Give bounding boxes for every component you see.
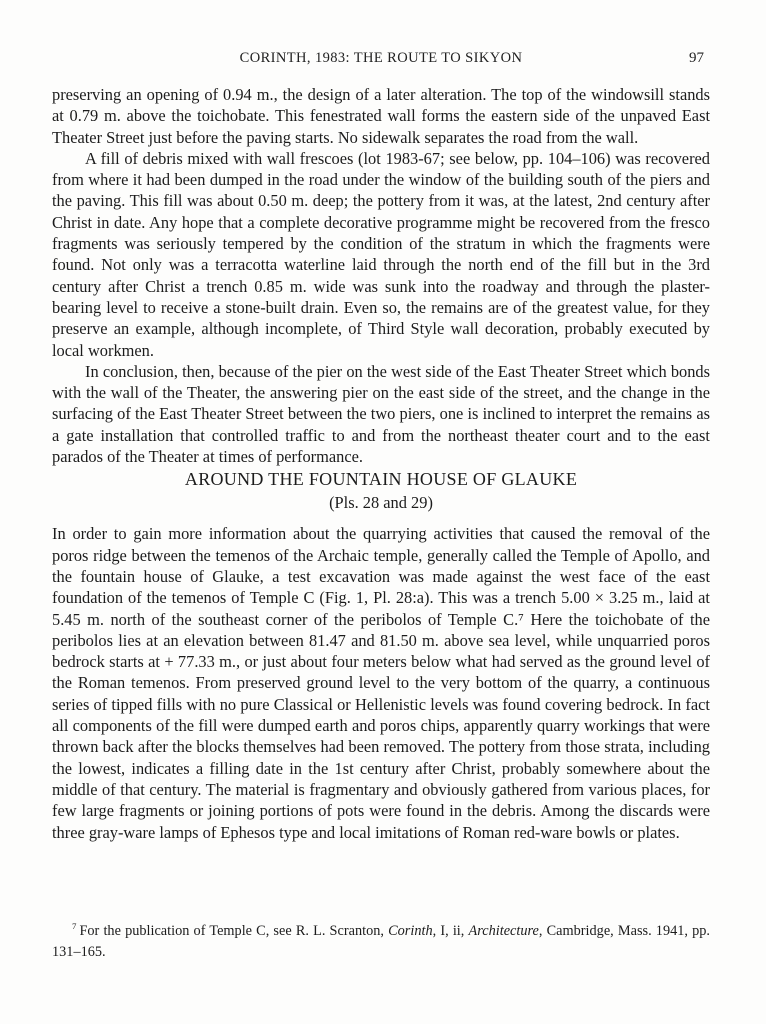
footnote-segment: , Cambridge, Mass. 1941, pp. 131–165. bbox=[52, 923, 710, 960]
footnote-segment: For the publication of Temple C, see R. L. Scranton, bbox=[79, 923, 389, 939]
section-head bbox=[52, 467, 710, 514]
footnote-segment-italic: Architecture bbox=[468, 923, 539, 939]
section-paragraph: In order to gain more information about the quarrying activities that caused the removal of the poros ridge between the temenos of the Archaic temple, generally called the Temple of Apollo, and the fountain house of Glauke, a test excavation was made against the west face of the east foundation of the temenos of Temple C (Fig. 1, Pl. 28:a). This was a trench 5.00 × 3.25 m., laid at 5.45 m. north of the southeast corner of the peribolos of Temple C.⁷ Here the toichobate of the peribolos lies at an elevation between 81.47 and 81.50 m. above sea level, while unquarried poros bedrock starts at + 77.33 m., or just about four meters below what had served as the ground level of the Roman temenos. From preserved ground level to the very bottom of the quarry, a continuous series of tipped fills with no pure Classical or Hellenistic levels was found covering bedrock. In fact all components of the fill were dumped earth and poros chips, apparently quarry workings that were thrown back after the blocks themselves had been removed. The pottery from those strata, including the lowest, indicates a filling date in the 1st century after Christ, probably somewhere about the middle of that century. The material is fragmentary and obviously gathered from various places, for few large fragments or joining portions of pots were found in the debris. Among the discards were three gray-ware lamps of Ephesos type and local imitations of Roman red-ware bowls or plates. bbox=[52, 524, 710, 842]
body-paragraph: preserving an opening of 0.94 m., the design of a later alteration. The top of the windowsill stands at 0.79 m. above the toichobate. This fenestrated wall forms the eastern side of the unpaved East Theater Street just before the paving starts. No sidewalk separates the road from the wall. bbox=[52, 85, 710, 147]
footnote-segment: , I, ii, bbox=[432, 923, 469, 939]
body-paragraph: A fill of debris mixed with wall frescoes (lot 1983-67; see below, pp. 104–106) was recovered from where it had been dumped in the road under the window of the building south of the piers and the paving. This fill was about 0.50 m. deep; the pottery from it was, at the latest, 2nd century after Christ in date. Any hope that a complete decorative programme might be recovered from the fresco fragments was seriously tempered by the condition of the stratum in which the fragments were found. Not only was a terracotta waterline laid through the north end of the fill but in the 3rd century after Christ a trench 0.85 m. wide was sunk into the roadway and through the plaster-bearing level to receive a stone-built drain. Even so, the remains are of the greatest value, for they preserve an example, although incomplete, of Third Style wall decoration, probably executed by local workmen. bbox=[52, 148, 710, 360]
footnote-segment-italic: Corinth bbox=[388, 923, 433, 939]
running-head-title: CORINTH, 1983: THE ROUTE TO SIKYON bbox=[239, 50, 523, 66]
section-heading: AROUND THE FOUNTAIN HOUSE OF GLAUKE bbox=[184, 469, 578, 490]
section-plates-note: (Pls. 28 and 29) bbox=[329, 493, 433, 513]
running-head bbox=[52, 50, 710, 70]
body-paragraph: In conclusion, then, because of the pier on the west side of the East Theater Street which bonds with the wall of the Theater, the answering pier on the east side of the street, and the change in the surfacing of the East Theater Street between the two piers, one is inclined to interpret the remains as a gate installation that controlled traffic to and from the northeast theater court and to the east parados of the Theater at times of performance. bbox=[52, 361, 710, 467]
page-number: 97 bbox=[689, 50, 704, 66]
page-body bbox=[52, 84, 710, 843]
footnote-marker: 7 bbox=[72, 921, 77, 932]
footnote bbox=[52, 921, 710, 962]
